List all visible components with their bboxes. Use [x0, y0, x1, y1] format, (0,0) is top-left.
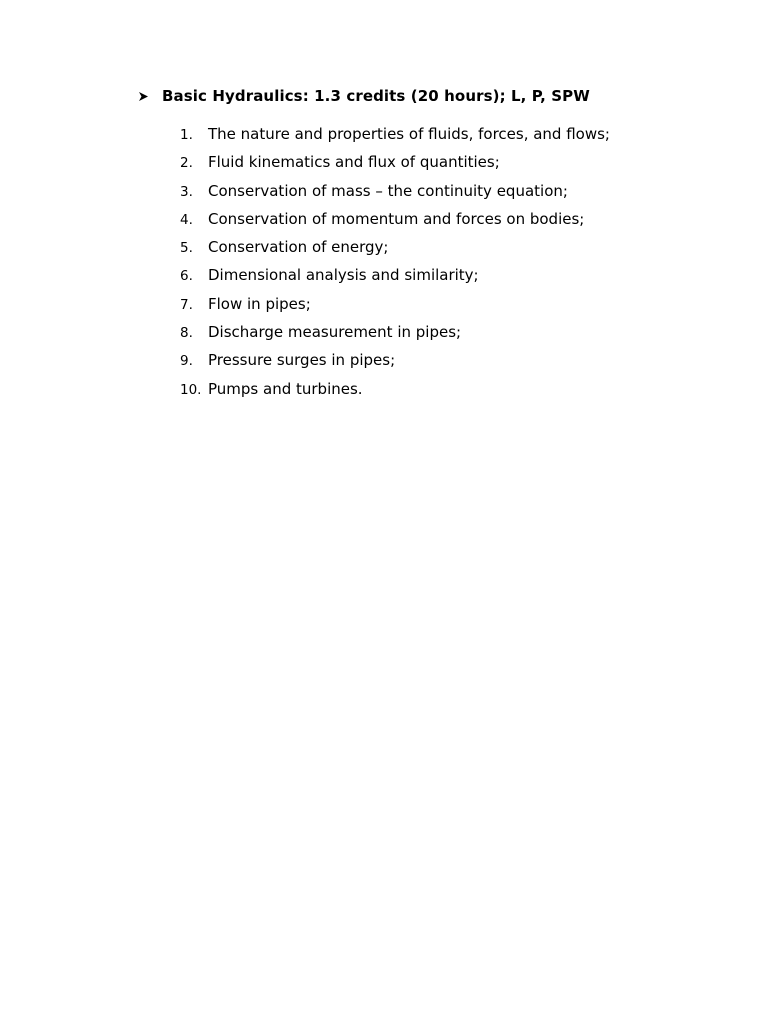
item-number: 6.	[180, 268, 193, 285]
item-number: 1.	[180, 127, 193, 143]
item-number: 10.	[180, 381, 202, 398]
item-number: 3.	[180, 183, 193, 200]
list-item	[180, 124, 610, 152]
item-number: 9.	[180, 353, 193, 370]
item-number: 5.	[180, 240, 193, 257]
heading-text: Basic Hydraulics: 1.3 credits (20 hours); L, P, SPW	[162, 87, 590, 105]
list-item	[180, 209, 610, 237]
item-number: 2.	[180, 155, 193, 172]
arrowhead-bullet-icon	[138, 91, 152, 102]
item-text: Dimensional analysis and similarity;	[208, 266, 479, 285]
item-text: Discharge measurement in pipes;	[208, 323, 462, 342]
item-number: 4.	[180, 211, 193, 228]
list-item	[180, 181, 610, 209]
item-number: 8.	[180, 325, 193, 342]
item-text: Fluid kinematics and flux of quantities;	[208, 153, 500, 172]
list-item	[180, 265, 610, 293]
item-text: Conservation of energy;	[208, 238, 389, 257]
item-text: Conservation of momentum and forces on bodies;	[208, 209, 585, 228]
item-text: Pressure surges in pipes;	[208, 351, 396, 370]
item-text: The nature and properties of fluids, forces, and flows;	[208, 125, 610, 143]
topic-list	[180, 124, 610, 407]
item-number: 7.	[180, 296, 193, 313]
list-item	[180, 294, 610, 322]
list-item	[180, 379, 610, 407]
section-heading	[138, 86, 590, 106]
list-item	[180, 152, 610, 180]
list-item	[180, 350, 610, 378]
list-item	[180, 237, 610, 265]
list-item	[180, 322, 610, 350]
item-text: Flow in pipes;	[208, 294, 311, 313]
item-text: Conservation of mass – the continuity equation;	[208, 181, 568, 200]
item-text: Pumps and turbines.	[208, 379, 363, 398]
